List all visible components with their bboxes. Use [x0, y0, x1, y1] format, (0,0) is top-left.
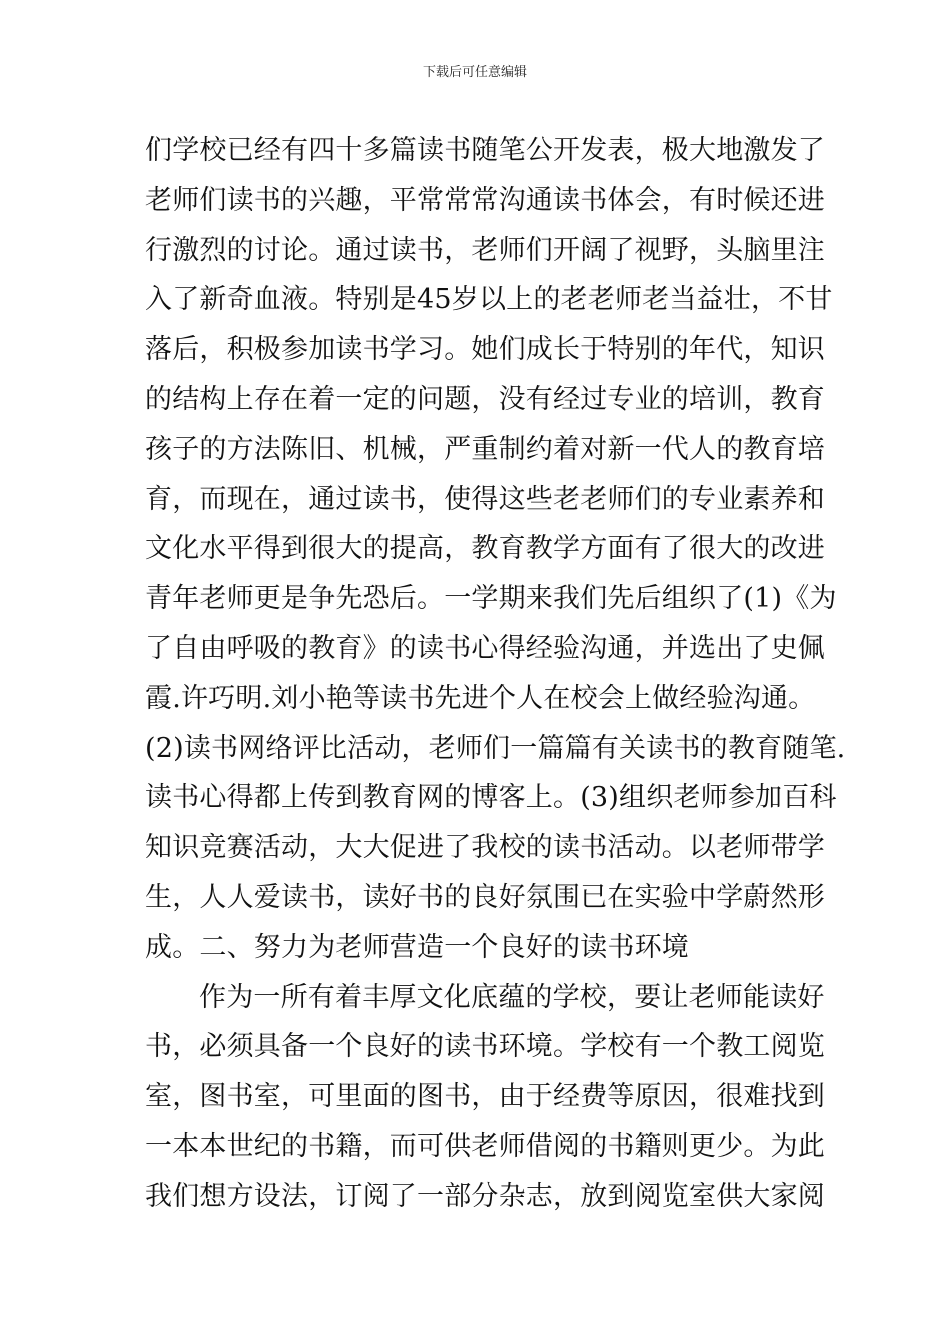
text-line: 的结构上存在着一定的问题，没有经过专业的培训，教育: [145, 383, 825, 415]
text-line: 霞.许巧明.刘小艳等读书先进个人在校会上做经验沟通。: [145, 682, 816, 714]
text-line: 入了新奇血液。特别是45岁以上的老老师老当益壮，不甘: [145, 284, 833, 316]
text-line: 读书心得都上传到教育网的博客上。(3)组织老师参加百科: [145, 782, 837, 814]
page-header-note: 下载后可任意编辑: [422, 65, 527, 80]
text-line: 书，必须具备一个良好的读书环境。学校有一个教工阅览: [145, 1031, 825, 1063]
text-line: 行激烈的讨论。通过读书，老师们开阔了视野，头脑里注: [145, 234, 825, 266]
text-line: 们学校已经有四十多篇读书随笔公开发表，极大地激发了: [145, 135, 825, 166]
text-line: 了自由呼吸的教育》的读书心得经验沟通，并选出了史佩: [145, 632, 825, 664]
text-line: (2)读书网络评比活动，老师们一篇篇有关读书的教育随笔.: [145, 732, 846, 764]
text-line: 生，人人爱读书，读好书的良好氛围已在实验中学蔚然形: [145, 881, 825, 913]
text-line: 育，而现在，通过读书，使得这些老老师们的专业素养和: [145, 483, 825, 515]
text-line: 青年老师更是争先恐后。一学期来我们先后组织了(1)《为: [145, 583, 837, 615]
text-line: 知识竞赛活动，大大促进了我校的读书活动。以老师带学: [145, 832, 825, 864]
paragraph-first-line: 作为一所有着丰厚文化底蕴的学校，要让老师能读好: [199, 981, 825, 1013]
text-line: 孩子的方法陈旧、机械，严重制约着对新一代人的教育培: [145, 433, 825, 465]
text-line: 一本本世纪的书籍，而可供老师借阅的书籍则更少。为此: [145, 1130, 825, 1162]
text-line: 我们想方设法，订阅了一部分杂志，放到阅览室供大家阅: [145, 1180, 825, 1212]
text-line: 室，图书室，可里面的图书，由于经费等原因，很难找到: [145, 1081, 825, 1113]
text-line: 文化水平得到很大的提高，教育教学方面有了很大的改进: [145, 533, 825, 565]
text-line: 落后，积极参加读书学习。她们成长于特别的年代，知识: [145, 334, 825, 366]
text-line: 老师们读书的兴趣，平常常常沟通读书体会，有时候还进: [145, 184, 825, 216]
document-body: [145, 126, 846, 1222]
text-line: 成。二、努力为老师营造一个良好的读书环境: [145, 931, 689, 963]
